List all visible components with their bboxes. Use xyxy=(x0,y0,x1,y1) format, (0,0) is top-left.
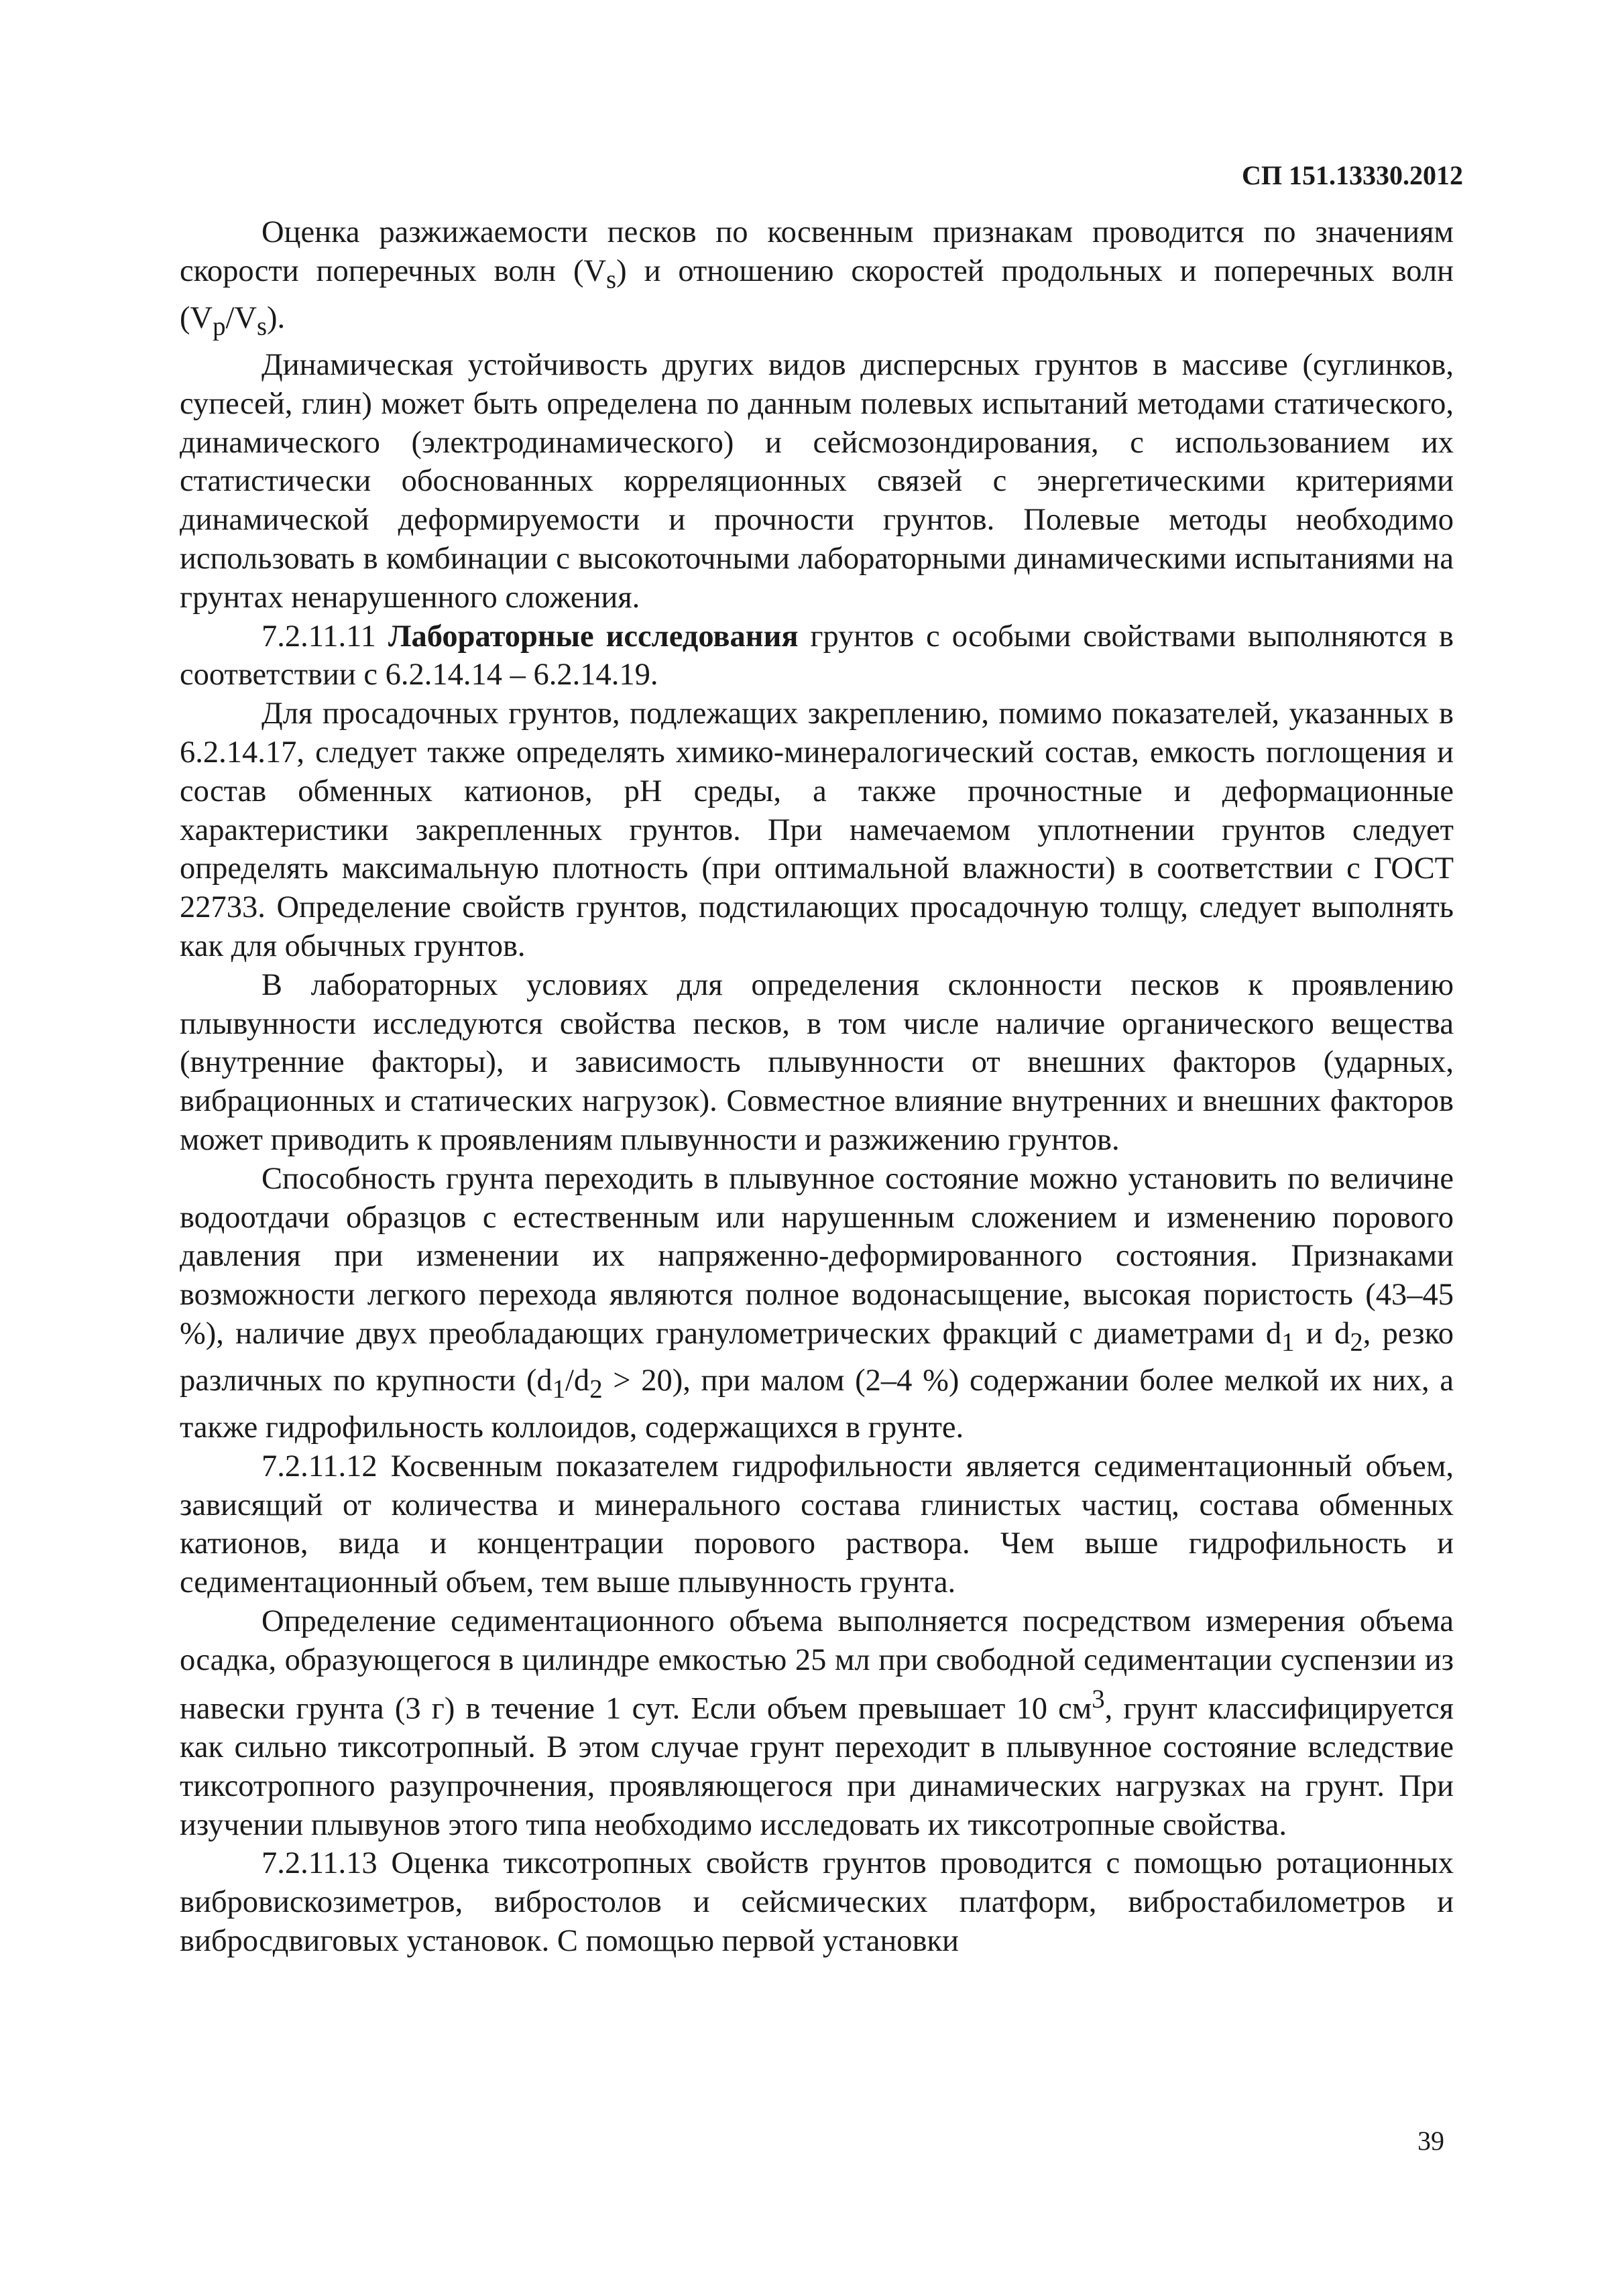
document-code: СП 151.13330.2012 xyxy=(1242,160,1463,190)
paragraph-collapsible-soils: Для просадочных грунтов, подлежащих закреплению, помимо показателей, указанных в 6.2.14.17, следует также определять химико-минералогический состав, емкость поглощения и состав обменных катионов, pH среды, а также прочностные и деформационные характеристики закрепленных грунтов. При намечаемом уплотнении грунтов следует определять максимальную плотность (при оптимальной влажности) в соответствии с ГОСТ 22733. Определение свойств грунтов, подстилающих просадочную толщу, следует выполнять как для обычных грунтов. xyxy=(180,697,1454,963)
clause-heading: Лабораторные исследования xyxy=(388,619,799,654)
paragraph-liquefaction-assessment: Оценка разжижаемости песков по косвенным признакам проводится по значениям скорости поперечных волн $(V_s)$ и отношению скоростей продольных и поперечных волн $(V_p/V_s)$. xyxy=(180,215,1454,341)
paragraph-7-2-11-13: 7.2.11.13 Оценка тиксотропных свойств грунтов проводится с помощью ротационных вибровискозиметров, вибростолов и сейсмических платформ, вибростабилометров и вибросдвиговых установок. С помощью первой установки xyxy=(180,1846,1454,1958)
clause-number: 7.2.11.13 xyxy=(262,1846,378,1881)
paragraph-7-2-11-11: 7.2.11.11 Лабораторные исследования грунтов с особыми свойствами выполняются в соответствии с 6.2.14.14 – 6.2.14.19. xyxy=(180,619,1454,692)
paragraph-quicksand-lab: В лабораторных условиях для определения склонности песков к проявлению плывунности исследуются свойства песков, в том числе наличие органического вещества (внутренние факторы), и зависимость плывунности от внешних факторов (ударных, вибрационных и статических нагрузок). Совместное влияние внутренних и внешних факторов может приводить к проявлениям плывунности и разжижению грунтов. xyxy=(180,967,1454,1157)
paragraph-sedimentation-volume: Определение седиментационного объема выполняется посредством измерения объема осадка, образующегося в цилиндре емкостью 25 мл при свободной седиментации суспензии из навески грунта (3 г) в течение 1 сут. Если объем превышает 10 $см^3$, грунт классифицируется как сильно тиксотропный. В этом случае грунт переходит в плывунное состояние вследствие тиксотропного разупрочнения, проявляющегося при динамических нагрузках на грунт. При изучении плывунов этого типа необходимо исследовать их тиксотропные свойства. xyxy=(180,1604,1454,1842)
paragraph-dynamic-stability: Динамическая устойчивость других видов дисперсных грунтов в массиве (суглинков, супесей, глин) может быть определена по данным полевых испытаний методами статического, динамического (электродинамического) и сейсмозондирования, с использованием их статистически обоснованных корреляционных связей с энергетическими критериями динамической деформируемости и прочности грунтов. Полевые методы необходимо использовать в комбинации с высокоточными лабораторными динамическими испытаниями на грунтах ненарушенного сложения. xyxy=(180,347,1454,615)
page-body xyxy=(180,213,1454,1961)
paragraph-7-2-11-12: 7.2.11.12 Косвенным показателем гидрофильности является седиментационный объем, зависящий от количества и минерального состава глинистых частиц, состава обменных катионов, вида и концентрации порового раствора. Чем выше гидрофильность и седиментационный объем, тем выше плывунность грунта. xyxy=(180,1449,1454,1600)
paragraph-quicksand-transition: Способность грунта переходить в плывунное состояние можно установить по величине водоотдачи образцов с естественным или нарушенным сложением и изменению порового давления при изменении их напряженно-деформированного состояния. Признаками возможности легкого перехода являются полное водонасыщение, высокая пористость (43–45 %), наличие двух преобладающих гранулометрических фракций с диаметрами $d_1$ и $d_2$, резко различных по крупности $(d_1/d_2 > 20)$, при малом (2–4 %) содержании более мелкой их них, а также гидрофильность коллоидов, содержащихся в грунте. xyxy=(180,1161,1454,1445)
page-number: 39 xyxy=(1417,2126,1444,2156)
clause-number: 7.2.11.12 xyxy=(262,1449,378,1484)
clause-number: 7.2.11.11 xyxy=(262,619,376,654)
